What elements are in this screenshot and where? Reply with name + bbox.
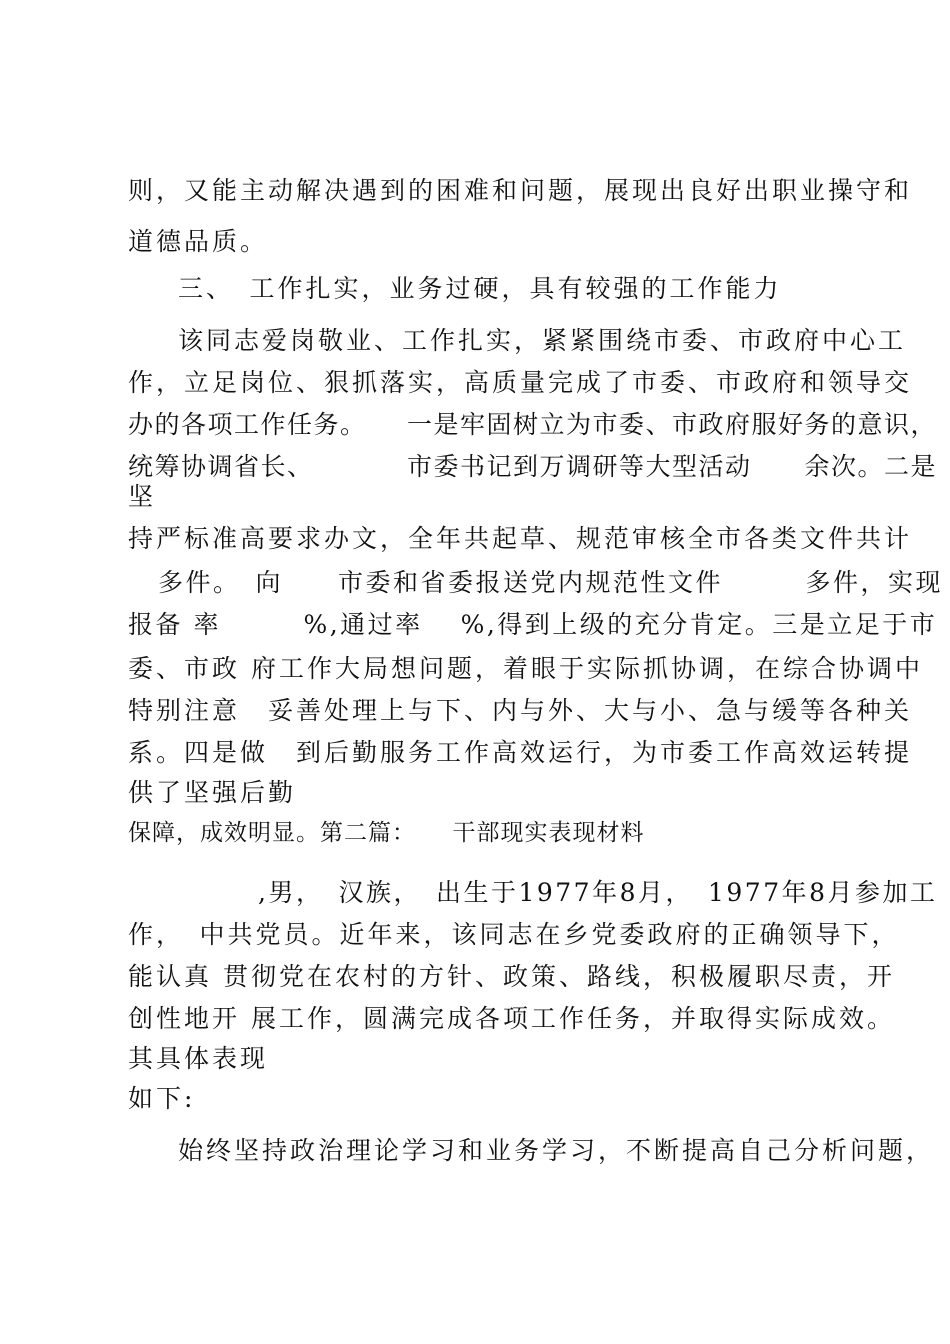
text-line: 作， 中共党员。近年来，该同志在乡党委政府的正确领导下，: [128, 920, 900, 949]
text-line: 创性地开 展工作，圆满完成各项工作任务，并取得实际成效。: [128, 1004, 895, 1033]
text-line: 坚: [128, 482, 157, 511]
text-line: 多件。 向 市委和省委报送党内规范性文件 多件，实现: [158, 568, 944, 597]
text-line: 始终坚持政治理论学习和业务学习，不断提高自己分析问题，: [178, 1136, 935, 1165]
text-line: ,男， 汉族， 出生于1977年8月， 1977年8月参加工: [258, 878, 938, 907]
text-line: 作，立足岗位、狠抓落实，高质量完成了市委、市政府和领导交: [128, 368, 913, 397]
text-line: 办的各项工作任务。 一是牢固树立为市委、市政府服好务的意识，: [128, 410, 938, 439]
section-heading: 三、 工作扎实，业务过硬，具有较强的工作能力: [178, 274, 782, 303]
text-line: 系。四是做 到后勤服务工作高效运行，为市委工作高效运转提: [128, 738, 913, 767]
text-line: 统筹协调省长、 市委书记到万调研等大型活动 余次。二是: [128, 452, 938, 481]
text-line: 委、市政 府工作大局想问题，着眼于实际抓协调，在综合协调中: [128, 654, 923, 683]
text-line: 保障，成效明显。第二篇： 干部现实表现材料: [128, 820, 645, 846]
text-line: 道德品质。: [128, 227, 269, 256]
text-line: 能认真 贯彻党在农村的方针、政策、路线，积极履职尽责，开: [128, 962, 895, 991]
text-line: 持严标准高要求办文，全年共起草、规范审核全市各类文件共计: [128, 524, 913, 553]
text-line: 特别注意 妥善处理上与下、内与外、大与小、急与缓等各种关: [128, 696, 913, 725]
text-line: 报备 率 %,通过率 %,得到上级的充分肯定。三是立足于市: [128, 610, 938, 639]
text-line: 其具体表现: [128, 1044, 269, 1073]
text-line: 如下:: [128, 1084, 196, 1113]
text-line: 供了坚强后勤: [128, 778, 297, 807]
text-line: 则，又能主动解决遇到的困难和问题，展现出良好出职业操守和: [128, 176, 913, 205]
text-line: 该同志爱岗敬业、工作扎实，紧紧围绕市委、市政府中心工: [178, 326, 907, 355]
